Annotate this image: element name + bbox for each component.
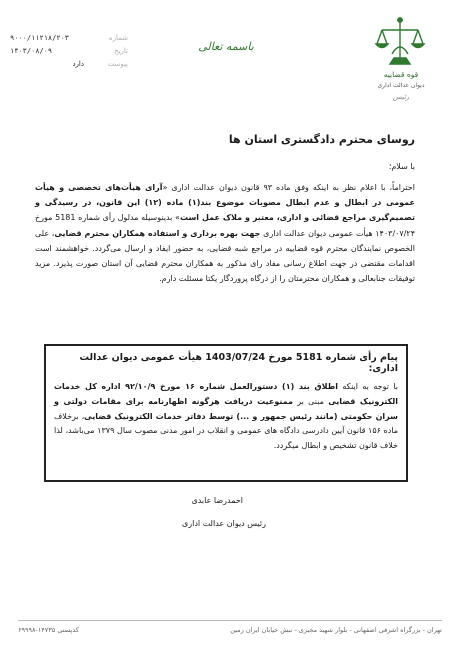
signatory-name: احمدرضا عابدی xyxy=(191,496,243,505)
attachment-label: پیوست xyxy=(107,60,128,68)
recipient: روسای محترم دادگستری استان ها xyxy=(228,133,415,146)
body-end: ، علی الخصوص نمایندگان محترم قوه قضاییه در مراجع شبه قضایی، به حضور ایفاد و ارسال می‌گردد. خواهشمند است اقدامات مقتضی در جهت اطلاع رسانی مفاد رای مذکور به همکاران محترم قضایی آن استان صورت پذیرد. مزید توفیقات جنابعالی و همکاران محترمتان را از درگاه پروردگار یکتا مسئلت دارم. xyxy=(35,228,415,284)
ruling-bold-1: اطلاق بند (۱) دستورالعمل شماره ۱۶ مورخ ۹۲/۱۰/۹ اداره کل خدمات الکترونیک قضایی xyxy=(54,382,398,406)
number-value: ۹۰۰۰/۱۱۲۱۸/۲۰۳ xyxy=(10,34,70,42)
judiciary-emblem-icon xyxy=(372,14,428,70)
body-intro: احتراماً، با اعلام نظر به اینکه وفق ماده ۹۳ قانون دیوان عدالت اداری « xyxy=(162,183,415,192)
letter-meta xyxy=(10,34,128,73)
number-label: شماره xyxy=(108,34,128,42)
footer-divider xyxy=(18,620,442,621)
body-paragraph xyxy=(35,180,415,286)
body-middle: » بدینوسیله مدلول رأی شماره 5181 مورخ ۱۴۰۳/۰۷/۲۴ هیأت عمومی دیوان عدالت اداری xyxy=(35,213,416,238)
greeting: با سلام؛ xyxy=(388,162,415,171)
ruling-text-3: ، برخلاف ماده ۱۵۶ قانون آیین دادرسی دادگاه های عمومی و انقلاب در امور مدنی مصوب سال ۱۳۷۹ می‌باشد، لذا خلاف قانون تشخیص و ابطال میگردد. xyxy=(54,411,398,451)
org-subname: دیوان عدالت اداری xyxy=(377,82,425,89)
signatory-title: رئیس دیوان عدالت اداری xyxy=(182,519,266,528)
number-row xyxy=(10,34,128,46)
ruling-text-1: با توجه به اینکه xyxy=(337,382,399,391)
basmala: باسمه تعالی xyxy=(198,40,254,53)
ruling-title: پیام رأی شماره 5181 مورخ 1403/07/24 هیأت عمومی دیوان عدالت اداری: xyxy=(79,352,398,374)
body-emphasis: جهت بهره برداری و استفاده همکاران محترم قضایی xyxy=(54,228,261,238)
ruling-box xyxy=(44,344,408,482)
org-name: قوه قضاییه xyxy=(383,70,419,79)
date-row xyxy=(10,47,128,59)
footer-address: تهران - بزرگراه اشرفی اصفهانی - بلوار شهید مخبری - نبش خیابان ایران زمین xyxy=(230,626,442,634)
body-quote: آرای هیأت‌های تخصصی و هیأت عمومی در ابطال و عدم ابطال مصوبات موضوع بند(۱) ماده (۱۲) این قانون، در رسیدگی و تصمیم‌گیری مراجع قضائی و اداری، معتبر و ملاک عمل است xyxy=(35,183,416,223)
attachment-value: دارد xyxy=(72,60,84,68)
date-label: تاریخ xyxy=(114,47,128,55)
ruling-text xyxy=(54,380,398,454)
footer-postal-code: کدپستی ۱۴۷۳۵-۶۹۹۹۸ xyxy=(18,626,79,634)
org-role: رئیس xyxy=(392,93,410,101)
ruling-text-2: مبنی بر xyxy=(292,396,329,406)
attachment-row xyxy=(10,60,128,72)
ruling-bold-2: ممنوعیت دریافت هرگونه اظهارنامه برای مقامات دولتی و سران حکومتی (مانند رئیس جمهور و ...) توسط دفاتر خدمات الکترونیک قضایی xyxy=(54,396,398,421)
footer xyxy=(18,626,442,634)
date-value: ۱۴۰۳/۰۸/۰۹ xyxy=(10,47,53,55)
